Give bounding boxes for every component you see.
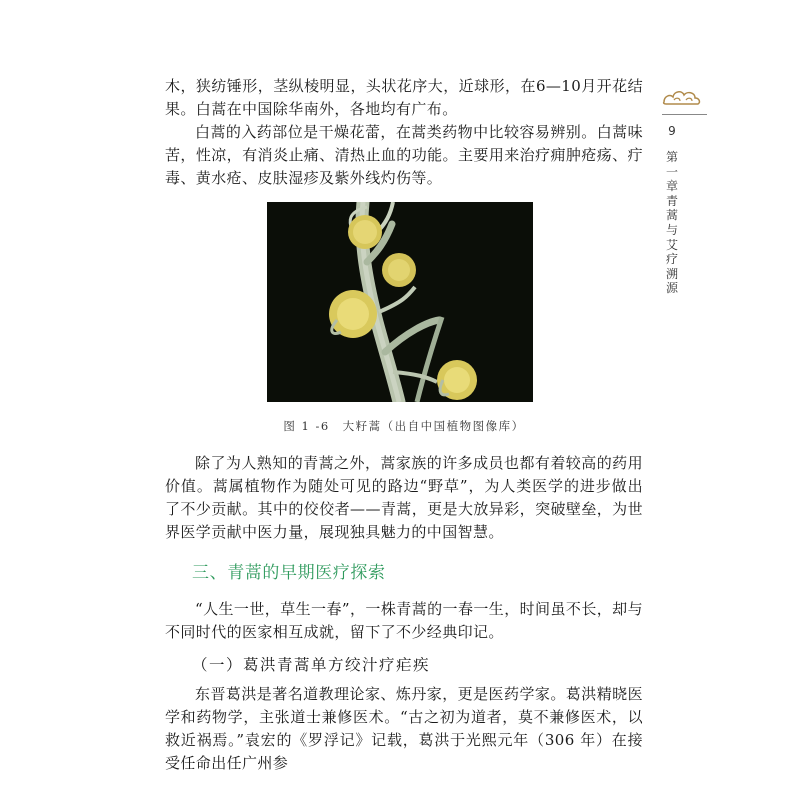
paragraph-1 — [165, 75, 643, 121]
page-number: 9 — [668, 124, 676, 138]
plant-photo — [267, 202, 533, 402]
artemisia-flower-illustration — [267, 202, 533, 402]
chapter-label: 第一章 青蒿与艾疗溯源 — [665, 150, 678, 296]
paragraph-3 — [165, 452, 643, 544]
paragraph-2 — [165, 121, 643, 190]
paragraph-5-text: 东晋葛洪是著名道教理论家、炼丹家，更是医药学家。葛洪精晓医学和药物学，主张道士兼修医术。“古之初为道者，莫不兼修医术，以救近祸焉。”袁宏的《罗浮记》记载，葛洪于光熙元年（306 年）在接受任命出任广州参 — [165, 685, 643, 772]
paragraph-1-text: 木，狭纺锤形，茎纵棱明显，头状花序大，近球形，在6—10月开花结果。白蒿在中国除华南外，各地均有广布。 — [165, 77, 643, 118]
margin-divider — [662, 114, 707, 115]
subsection-heading: （一）葛洪青蒿单方绞汁疗疟疾 — [192, 656, 431, 674]
paragraph-4 — [165, 598, 643, 644]
paragraph-3-text: 除了为人熟知的青蒿之外，蒿家族的许多成员也都有着较高的药用价值。蒿属植物作为随处可见的路边“野草”，为人类医学的进步做出了不少贡献。其中的佼佼者——青蒿，更是大放异彩，突破壁垒，为世界医学贡献中医力量，展现独具魅力的中国智慧。 — [165, 454, 643, 541]
cloud-ornament-icon — [662, 86, 702, 108]
figure-caption: 图 1 -6 大籽蒿（出自中国植物图像库） — [283, 419, 525, 433]
section-heading: 三、青蒿的早期医疗探索 — [192, 563, 386, 583]
paragraph-2-text: 白蒿的入药部位是干燥花蕾，在蒿类药物中比较容易辨别。白蒿味苦，性凉，有消炎止痛、清热止血的功能。主要用来治疗痈肿疮疡、疔毒、黄水疮、皮肤湿疹及紫外线灼伤等。 — [165, 123, 643, 187]
paragraph-4-text: “人生一世，草生一春”，一株青蒿的一春一生，时间虽不长，却与不同时代的医家相互成就，留下了不少经典印记。 — [165, 600, 643, 641]
paragraph-5 — [165, 683, 643, 775]
